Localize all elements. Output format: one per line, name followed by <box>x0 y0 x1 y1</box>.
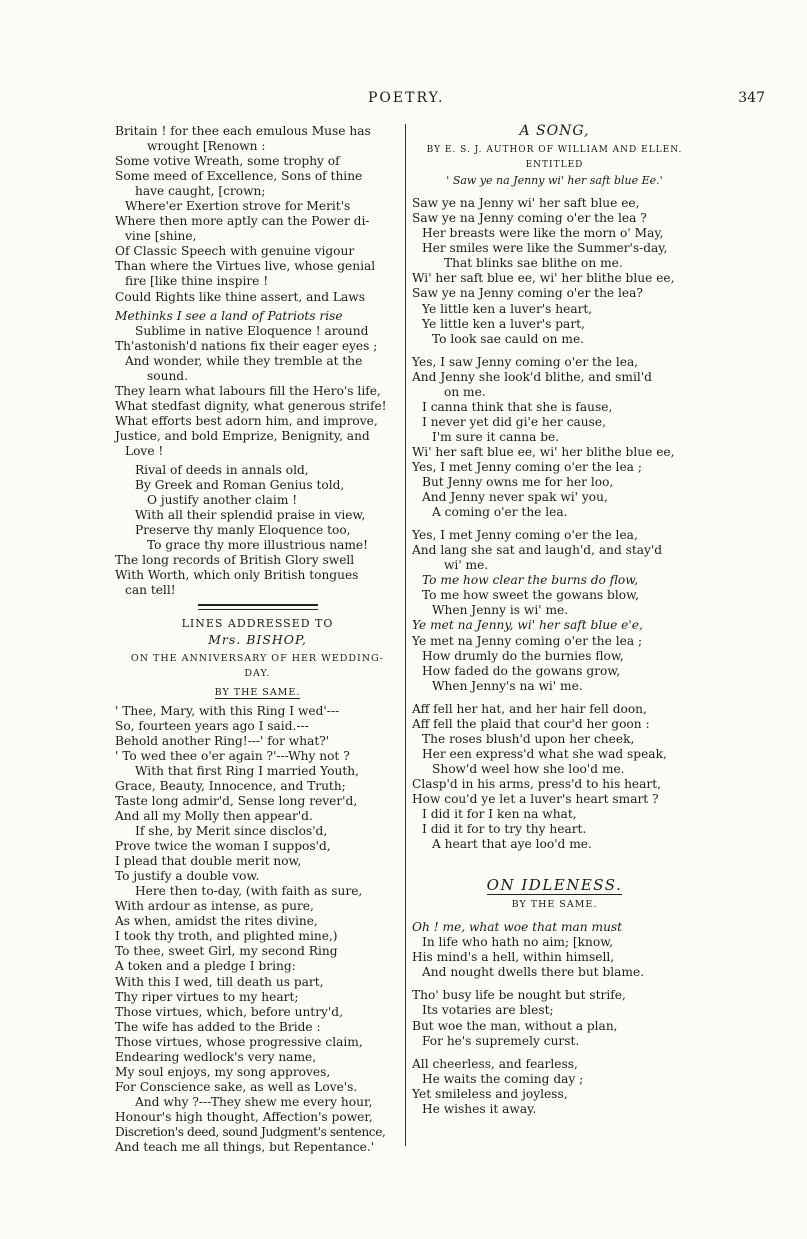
poem-line: I never yet did gi'e her cause, <box>422 414 606 429</box>
poem-line: Endearing wedlock's very name, <box>115 1049 317 1064</box>
byline: BY THE SAME. <box>511 899 598 911</box>
poem-line: I canna think that she is fause, <box>422 399 613 414</box>
poem-line: The long records of British Glory swell <box>115 553 355 568</box>
poem-line: Some votive Wreath, some trophy of <box>115 154 340 169</box>
occasion-line: DAY. <box>244 667 271 679</box>
poem-line: They learn what labours fill the Hero's life, <box>115 383 381 398</box>
poem-line: Aff fell the plaid that cour'd her goon : <box>412 716 650 731</box>
poem-line: With that first Ring I married Youth, <box>135 763 359 778</box>
poem-line: A coming o'er the lea. <box>432 505 568 520</box>
poem-line: Th'astonish'd nations fix their eager eyes ; <box>115 338 378 353</box>
poem-line: But woe the man, without a plan, <box>412 1018 618 1033</box>
poem-line: Wi' her saft blue ee, wi' her blithe blue ee, <box>412 444 675 459</box>
poem-line: Of Classic Speech with genuine vigour <box>115 244 355 259</box>
poem-line: And why ?---They shew me every hour, <box>135 1094 373 1109</box>
poem-line: A heart that aye loo'd me. <box>432 837 592 852</box>
poem-line: Yet smileless and joyless, <box>412 1086 568 1101</box>
poem-line: Ye met na Jenny coming o'er the lea ; <box>412 633 643 648</box>
poem-line: What efforts best adorn him, and improve, <box>115 413 378 428</box>
page-header <box>0 90 807 114</box>
poem-line: Its votaries are blest; <box>422 1003 554 1018</box>
poem-line: Clasp'd in his arms, press'd to his heart, <box>412 776 662 791</box>
poem-line: Her breasts were like the morn o' May, <box>422 226 664 241</box>
poem-line: What stedfast dignity, what generous strife! <box>115 398 387 413</box>
poem-line: ' Thee, Mary, with this Ring I wed'--- <box>115 703 340 718</box>
poem-line: Behold another Ring!---' for what?' <box>115 733 330 748</box>
byline-text: BY THE SAME. <box>214 686 301 698</box>
poem-line: Prove twice the woman I suppos'd, <box>115 839 331 854</box>
left-column <box>115 124 400 1155</box>
poem-dedicatee: Mrs. BISHOP, <box>208 631 307 647</box>
poem-line: But Jenny owns me for her loo, <box>422 475 614 490</box>
poem-line: A token and a pledge I bring: <box>115 959 296 974</box>
poem-line: How cou'd ye let a luver's heart smart ? <box>412 791 659 806</box>
poem-line: With this I wed, till death us part, <box>115 974 324 989</box>
poem-line: Grace, Beauty, Innocence, and Truth; <box>115 778 346 793</box>
poem-line: With Worth, which only British tongues <box>115 568 359 583</box>
poem-line: Justice, and bold Emprize, Benignity, and <box>115 428 370 443</box>
poem-line: O justify another claim ! <box>147 493 298 508</box>
poem-line: To grace thy more illustrious name! <box>147 538 369 553</box>
poem-line: And nought dwells there but blame. <box>422 965 645 980</box>
poem-line: I did it for I ken na what, <box>422 807 577 822</box>
poem-line: Yes, I saw Jenny coming o'er the lea, <box>412 354 639 369</box>
poem-line: And all my Molly then appear'd. <box>115 809 313 824</box>
poem-line: Love ! <box>125 443 164 458</box>
poem-line: That blinks sae blithe on me. <box>444 256 623 271</box>
poem-line: Rival of deeds in annals old, <box>135 463 309 478</box>
poem-line: Discretion's deed, sound Judgment's sentence, <box>115 1125 386 1139</box>
poem-line: He waits the coming day ; <box>422 1071 584 1086</box>
page-number: 347 <box>738 90 765 106</box>
poem-line: In life who hath no aim; [know, <box>422 935 614 950</box>
poem-line: He wishes it away. <box>422 1101 537 1116</box>
poem-line: The wife has added to the Bride : <box>115 1019 321 1034</box>
poem-line: wi' me. <box>444 558 489 573</box>
poem-line: And wonder, while they tremble at the <box>125 353 363 368</box>
poem-line: Her een express'd what she wad speak, <box>422 746 667 761</box>
section-rule <box>198 604 318 610</box>
poem-line: To me how clear the burns do flow, <box>422 573 639 588</box>
column-divider <box>405 124 406 1146</box>
poem-line: Taste long admir'd, Sense long rever'd, <box>115 793 358 808</box>
poem-line: For Conscience sake, as well as Love's. <box>115 1079 358 1094</box>
poem-line: As when, amidst the rites divine, <box>115 914 318 929</box>
poem-line: Tho' busy life be nought but strife, <box>412 988 626 1003</box>
poem-line: And Jenny never spak wi' you, <box>422 490 608 505</box>
poem-line: Ye little ken a luver's part, <box>422 316 585 331</box>
poem-line: Saw ye na Jenny wi' her saft blue ee, <box>412 196 640 211</box>
poem-line: So, fourteen years ago I said.--- <box>115 718 309 733</box>
poem-line: Oh ! me, what woe that man must <box>412 920 623 935</box>
poem-line: Sublime in native Eloquence ! around <box>135 323 369 338</box>
poem-line: on me. <box>444 384 486 399</box>
poem-line: Yes, I met Jenny coming o'er the lea, <box>412 528 638 543</box>
poem-line: I took thy troth, and plighted mine,) <box>115 929 338 944</box>
poem-line: Thy riper virtues to my heart; <box>115 989 299 1004</box>
song-author: BY E. S. J. AUTHOR OF WILLIAM AND ELLEN. <box>426 145 683 156</box>
poem-line: I plead that double merit now, <box>115 854 302 869</box>
idleness-title <box>412 878 697 893</box>
running-title: POETRY. <box>368 90 445 106</box>
poem-line: can tell! <box>125 583 176 598</box>
poem-line: sound. <box>147 368 188 383</box>
poem-line: Ye met na Jenny, wi' her saft blue e'e, <box>412 618 643 633</box>
song-title: A SONG, <box>519 123 590 139</box>
poem-line: With all their splendid praise in view, <box>135 508 366 523</box>
byline <box>115 685 400 700</box>
poem-line: Than where the Virtues live, whose genial <box>115 259 376 274</box>
poem-line: Where then more aptly can the Power di- <box>115 214 370 229</box>
poem-line: His mind's a hell, within himsell, <box>412 950 615 965</box>
poem-line: The roses blush'd upon her cheek, <box>422 731 635 746</box>
poem-line: Yes, I met Jenny coming o'er the lea ; <box>412 459 642 474</box>
poem-line: Those virtues, which, before untry'd, <box>115 1004 343 1019</box>
song-subtitle: ' Saw ye na Jenny wi' her saft blue Ee.' <box>446 174 663 188</box>
poem-line: Aff fell her hat, and her hair fell doon, <box>412 701 647 716</box>
idleness-title-text: ON IDLENESS. <box>486 876 623 895</box>
poem-line: To justify a double vow. <box>115 869 260 884</box>
poem-line: How faded do the gowans grow, <box>422 663 621 678</box>
occasion-line: ON THE ANNIVERSARY OF HER WEDDING- <box>130 652 385 664</box>
poem-line: When Jenny is wi' me. <box>432 603 569 618</box>
poem-line: My soul enjoys, my song approves, <box>115 1064 331 1079</box>
right-column <box>412 124 697 1117</box>
poem-line: Britain ! for thee each emulous Muse has <box>115 124 371 138</box>
poem-line: vine [shine, <box>125 229 197 244</box>
poem-line: Could Rights like thine assert, and Laws <box>115 289 365 304</box>
poem-line: wrought [Renown : <box>147 139 266 154</box>
poem-line: I'm sure it canna be. <box>432 429 560 444</box>
poem-line: Some meed of Excellence, Sons of thine <box>115 169 363 184</box>
poem-line: How drumly do the burnies flow, <box>422 648 624 663</box>
song-entitled: ENTITLED <box>525 160 584 171</box>
poem-line: To thee, sweet Girl, my second Ring <box>115 944 338 959</box>
poem-line: Honour's high thought, Affection's power, <box>115 1109 373 1124</box>
poem-line: Show'd weel how she loo'd me. <box>432 761 625 776</box>
poem-line: To me how sweet the gowans blow, <box>422 588 639 603</box>
poem-line: Those virtues, whose progressive claim, <box>115 1034 363 1049</box>
poem-line: fire [like thine inspire ! <box>125 274 269 289</box>
poem-line: And Jenny she look'd blithe, and smil'd <box>412 369 652 384</box>
poem-title: LINES ADDRESSED TO <box>181 617 334 631</box>
poem-line: Methinks I see a land of Patriots rise <box>115 308 343 323</box>
poem-line: When Jenny's na wi' me. <box>432 678 583 693</box>
poem-line: And teach me all things, but Repentance.' <box>115 1140 375 1155</box>
poem-line: Preserve thy manly Eloquence too, <box>135 523 351 538</box>
poem-line: Here then to-day, (with faith as sure, <box>135 884 363 899</box>
poem-line: Ye little ken a luver's heart, <box>422 301 593 316</box>
poem-line: Saw ye na Jenny coming o'er the lea? <box>412 286 643 301</box>
poem-line: Saw ye na Jenny coming o'er the lea ? <box>412 211 647 226</box>
poem-line: To look sae cauld on me. <box>432 331 585 346</box>
poem-line: For he's supremely curst. <box>422 1033 580 1048</box>
poem-line: have caught, [crown; <box>135 184 266 199</box>
poem-line: With ardour as intense, as pure, <box>115 899 314 914</box>
poem-line: I did it for to try thy heart. <box>422 822 587 837</box>
poem-line: And lang she sat and laugh'd, and stay'd <box>412 543 663 558</box>
poem-line: Her smiles were like the Summer's-day, <box>422 241 668 256</box>
poem-line: Where'er Exertion strove for Merit's <box>125 199 351 214</box>
poem-line: Wi' her saft blue ee, wi' her blithe blue ee, <box>412 271 675 286</box>
poem-line: By Greek and Roman Genius told, <box>135 478 345 493</box>
poem-line: If she, by Merit since disclos'd, <box>135 824 328 839</box>
poem-line: All cheerless, and fearless, <box>412 1056 578 1071</box>
poem-line: ' To wed thee o'er again ?'---Why not ? <box>115 748 350 763</box>
